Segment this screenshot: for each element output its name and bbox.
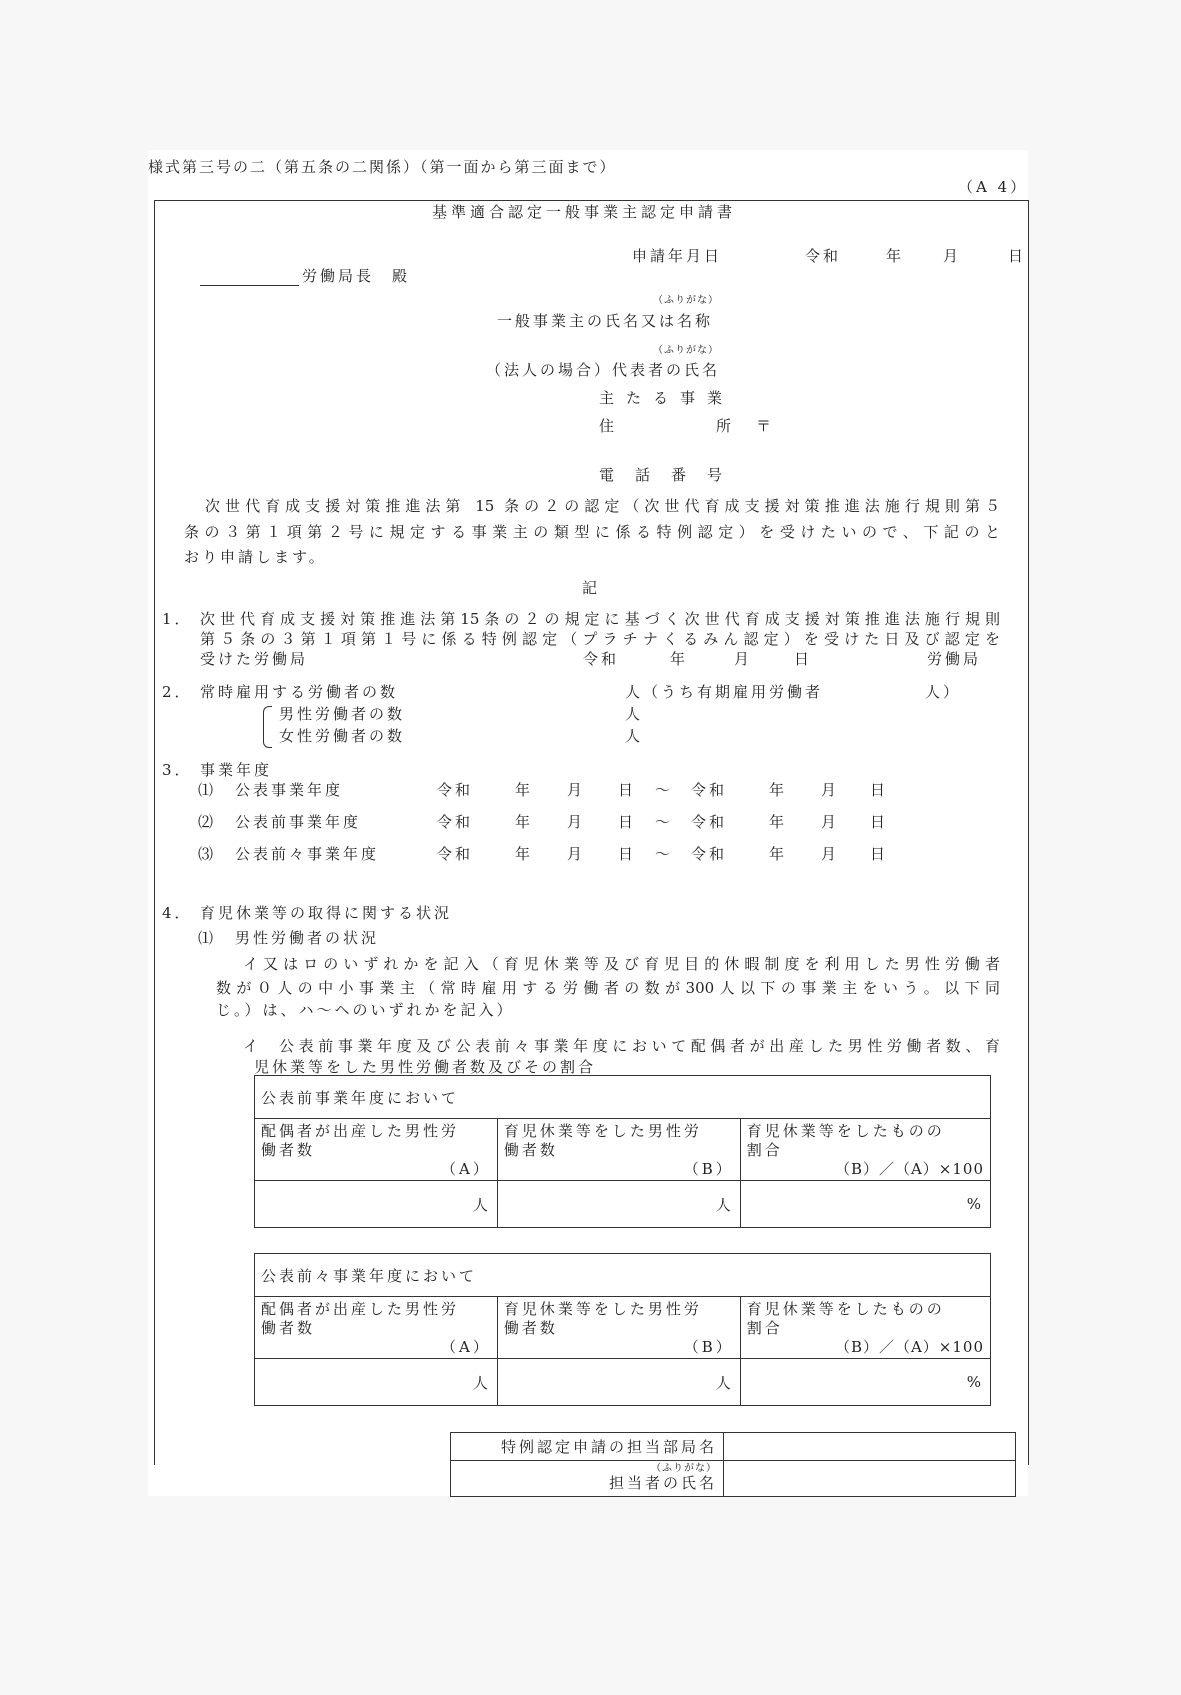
- col-header-c: 育児休業等をしたものの 割合 （B）／（A）×100: [740, 1119, 990, 1181]
- row-num: ⑵: [198, 813, 217, 831]
- input-b[interactable]: 人: [497, 1359, 740, 1406]
- table-caption: 公表前々事業年度において: [255, 1254, 991, 1297]
- year: 年: [515, 813, 534, 831]
- furigana-label: （ふりがな）: [653, 345, 719, 356]
- year: 年: [769, 813, 788, 831]
- item2-female: 女性労働者の数: [279, 727, 406, 745]
- item4-sub-num: ⑴: [198, 929, 217, 947]
- input-b[interactable]: 人: [497, 1181, 740, 1228]
- input-a[interactable]: 人: [255, 1359, 498, 1406]
- date-era: 令和: [805, 247, 842, 265]
- intro-line: 条の３第１項第２号に規定する事業主の類型に係る特例認定）を受けたいので、下記のと: [184, 523, 1000, 541]
- item4-i-line: 公表前事業年度及び公表前々事業年度において配偶者が出産した男性労働者数、育: [279, 1037, 1000, 1055]
- item2-fixed-term-close: 人）: [925, 683, 962, 701]
- item2-male-unit: 人: [625, 705, 644, 723]
- item3-num: 3．: [162, 761, 193, 779]
- era: 令和: [437, 781, 474, 799]
- era: 令和: [437, 845, 474, 863]
- dept-input[interactable]: [724, 1433, 1016, 1461]
- male-leave-table-prev: [254, 1075, 991, 1228]
- era: 令和: [691, 781, 728, 799]
- month: 月: [567, 781, 586, 799]
- phone-label: 電話番号: [599, 466, 744, 484]
- input-ratio[interactable]: %: [740, 1181, 990, 1228]
- contact-table: [450, 1432, 1016, 1497]
- postal-mark: 〒: [756, 417, 775, 435]
- year: 年: [769, 781, 788, 799]
- tilde: ～: [655, 845, 674, 863]
- item3-label: 事業年度: [200, 761, 273, 779]
- item1-day: 日: [794, 650, 813, 668]
- date-year: 年: [886, 247, 905, 265]
- col-header-a: 配偶者が出産した男性労 働者数 （A）: [255, 1297, 498, 1359]
- item4-num: 4．: [162, 904, 193, 922]
- representative-label: （法人の場合）代表者の氏名: [486, 361, 721, 379]
- row-label: 公表前事業年度: [235, 813, 362, 831]
- month: 月: [567, 813, 586, 831]
- form-title: 基準適合認定一般事業主認定申請書: [432, 203, 737, 221]
- bracket: [263, 706, 272, 748]
- item1-line: 受けた労働局: [200, 650, 309, 668]
- paper-size: （A 4）: [958, 178, 1029, 196]
- male-leave-table-prev2: [254, 1253, 991, 1406]
- form-id: 様式第三号の二（第五条の二関係）（第一面から第三面まで）: [148, 158, 617, 176]
- date-month: 月: [943, 247, 962, 265]
- item4-i-line: 児休業等をした男性労働者数及びその割合: [254, 1058, 597, 1076]
- address-label-2: 所: [716, 417, 735, 435]
- day: 日: [870, 813, 889, 831]
- month: 月: [821, 813, 840, 831]
- business-label: 主たる事業: [599, 389, 735, 407]
- col-header-a: 配偶者が出産した男性労 働者数 （A）: [255, 1119, 498, 1181]
- day: 日: [618, 813, 637, 831]
- item1-year: 年: [670, 650, 689, 668]
- bureau-blank: [200, 285, 299, 286]
- item2-male: 男性労働者の数: [279, 705, 406, 723]
- table-caption: 公表前事業年度において: [255, 1076, 991, 1119]
- day: 日: [870, 845, 889, 863]
- item4-note: じ。）は、ハ～ヘのいずれかを記入）: [216, 1001, 515, 1019]
- input-a[interactable]: 人: [255, 1181, 498, 1228]
- person-input[interactable]: [724, 1461, 1016, 1497]
- day: 日: [618, 781, 637, 799]
- person-label-cell: （ふりがな） 担当者の氏名: [451, 1461, 724, 1497]
- item2-unit: 人: [625, 683, 644, 701]
- employer-name-label: 一般事業主の氏名又は名称: [497, 312, 714, 330]
- item1-bureau: 労働局: [927, 650, 982, 668]
- col-header-b: 育児休業等をした男性労 働者数 （B）: [497, 1297, 740, 1359]
- row-label: 公表前々事業年度: [235, 845, 380, 863]
- row-label: 公表事業年度: [235, 781, 344, 799]
- row-num: ⑶: [198, 845, 217, 863]
- month: 月: [567, 845, 586, 863]
- ki-label: 記: [582, 579, 601, 597]
- year: 年: [769, 845, 788, 863]
- era: 令和: [437, 813, 474, 831]
- row-num: ⑴: [198, 781, 217, 799]
- item4-i-mark: イ: [243, 1037, 262, 1055]
- day: 日: [618, 845, 637, 863]
- item1-month: 月: [734, 650, 753, 668]
- year: 年: [515, 845, 534, 863]
- item1-line: 次世代育成支援対策推進法第15条の２の規定に基づく次世代育成支援対策推進法施行規則: [200, 610, 1000, 628]
- item1-era: 令和: [583, 650, 620, 668]
- col-header-c: 育児休業等をしたものの 割合 （B）／（A）×100: [740, 1297, 990, 1359]
- date-label: 申請年月日: [632, 247, 723, 265]
- item2-num: 2．: [162, 683, 193, 701]
- date-day: 日: [1008, 247, 1027, 265]
- col-header-b: 育児休業等をした男性労 働者数 （B）: [497, 1119, 740, 1181]
- address-label-1: 住: [599, 417, 618, 435]
- item4-note: イ又はロのいずれかを記入（育児休業等及び育児目的休暇制度を利用した男性労働者: [243, 955, 1000, 973]
- input-ratio[interactable]: %: [740, 1359, 990, 1406]
- era: 令和: [691, 813, 728, 831]
- month: 月: [821, 845, 840, 863]
- item1-num: 1．: [162, 610, 193, 628]
- tilde: ～: [655, 781, 674, 799]
- era: 令和: [691, 845, 728, 863]
- day: 日: [870, 781, 889, 799]
- item4-note: 数が０人の中小事業主（常時雇用する労働者の数が300人以下の事業主をいう。以下同: [216, 979, 1000, 997]
- tilde: ～: [655, 813, 674, 831]
- item4-sub-label: 男性労働者の状況: [235, 929, 380, 947]
- dept-label: 特例認定申請の担当部局名: [451, 1433, 724, 1461]
- item2-fixed-term: （うち有期雇用労働者: [643, 683, 824, 701]
- item4-label: 育児休業等の取得に関する状況: [200, 904, 453, 922]
- year: 年: [515, 781, 534, 799]
- item2-female-unit: 人: [625, 727, 644, 745]
- intro-line: 次世代育成支援対策推進法第 15 条の２の認定（次世代育成支援対策推進法施行規則第５: [205, 497, 1000, 515]
- intro-line: おり申請します。: [184, 548, 327, 566]
- item2-label: 常時雇用する労働者の数: [200, 683, 399, 701]
- furigana-label: （ふりがな）: [653, 295, 719, 306]
- month: 月: [821, 781, 840, 799]
- addressee: 労働局長 殿: [302, 267, 411, 285]
- item1-line: 第５条の３第１項第１号に係る特例認定（プラチナくるみん認定）を受けた日及び認定を: [200, 630, 1000, 648]
